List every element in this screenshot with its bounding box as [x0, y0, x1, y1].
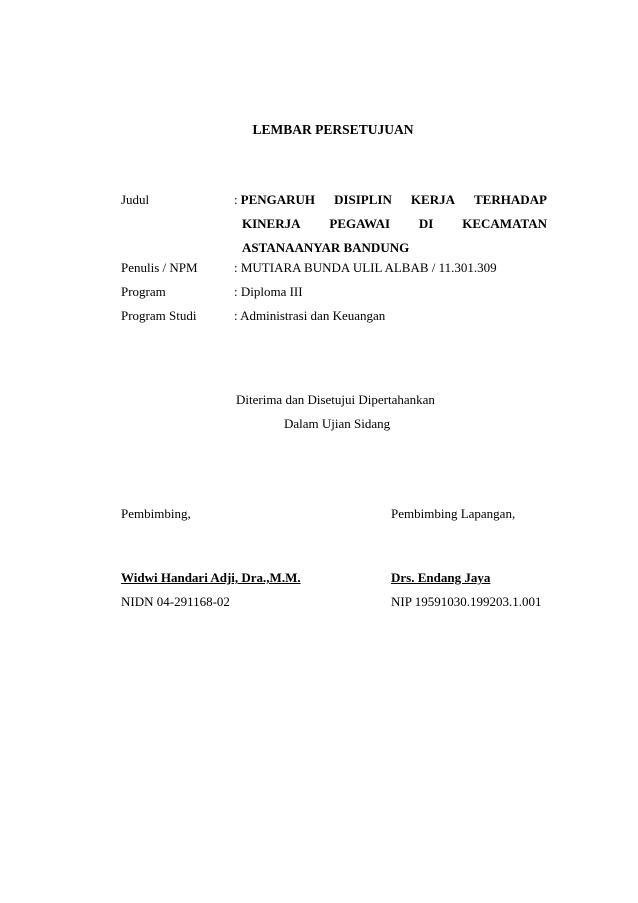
- field-advisor-role: Pembimbing Lapangan,: [391, 506, 516, 521]
- approval-line-1: Diterima dan Disetujui Dipertahankan: [236, 392, 435, 407]
- judul-word: DISIPLIN: [334, 192, 392, 207]
- judul-word: KECAMATAN: [462, 216, 547, 231]
- program-value: : Diploma III: [234, 284, 303, 299]
- judul-word: PEGAWAI: [329, 216, 391, 231]
- judul-value: [234, 192, 547, 264]
- penulis-label: Penulis / NPM: [121, 260, 198, 275]
- program-studi-label: Program Studi: [121, 308, 197, 323]
- advisor-name: Widwi Handari Adji, Dra.,M.M.: [121, 570, 301, 585]
- field-advisor-id: NIP 19591030.199203.1.001: [391, 594, 542, 609]
- program-studi-value: : Administrasi dan Keuangan: [234, 308, 386, 323]
- judul-word: DI: [418, 216, 434, 231]
- page-title: LEMBAR PERSETUJUAN: [252, 122, 414, 137]
- judul-colon: :: [234, 192, 238, 207]
- penulis-value: : MUTIARA BUNDA ULIL ALBAB / 11.301.309: [234, 260, 497, 275]
- field-advisor-name: Drs. Endang Jaya: [391, 570, 491, 585]
- advisor-role: Pembimbing,: [121, 506, 191, 521]
- judul-line-1: [234, 192, 547, 216]
- program-label: Program: [121, 284, 166, 299]
- judul-line-3: ASTANAANYAR BANDUNG: [242, 240, 410, 255]
- judul-word: KINERJA: [242, 216, 301, 231]
- judul-word: TERHADAP: [474, 192, 547, 207]
- judul-line-2: [234, 216, 547, 240]
- advisor-id: NIDN 04-291168-02: [121, 594, 230, 609]
- judul-word: : PENGARUH: [234, 192, 316, 207]
- judul-word: KERJA: [410, 192, 455, 207]
- approval-line-2: Dalam Ujian Sidang: [284, 416, 391, 431]
- judul-label: Judul: [121, 192, 150, 207]
